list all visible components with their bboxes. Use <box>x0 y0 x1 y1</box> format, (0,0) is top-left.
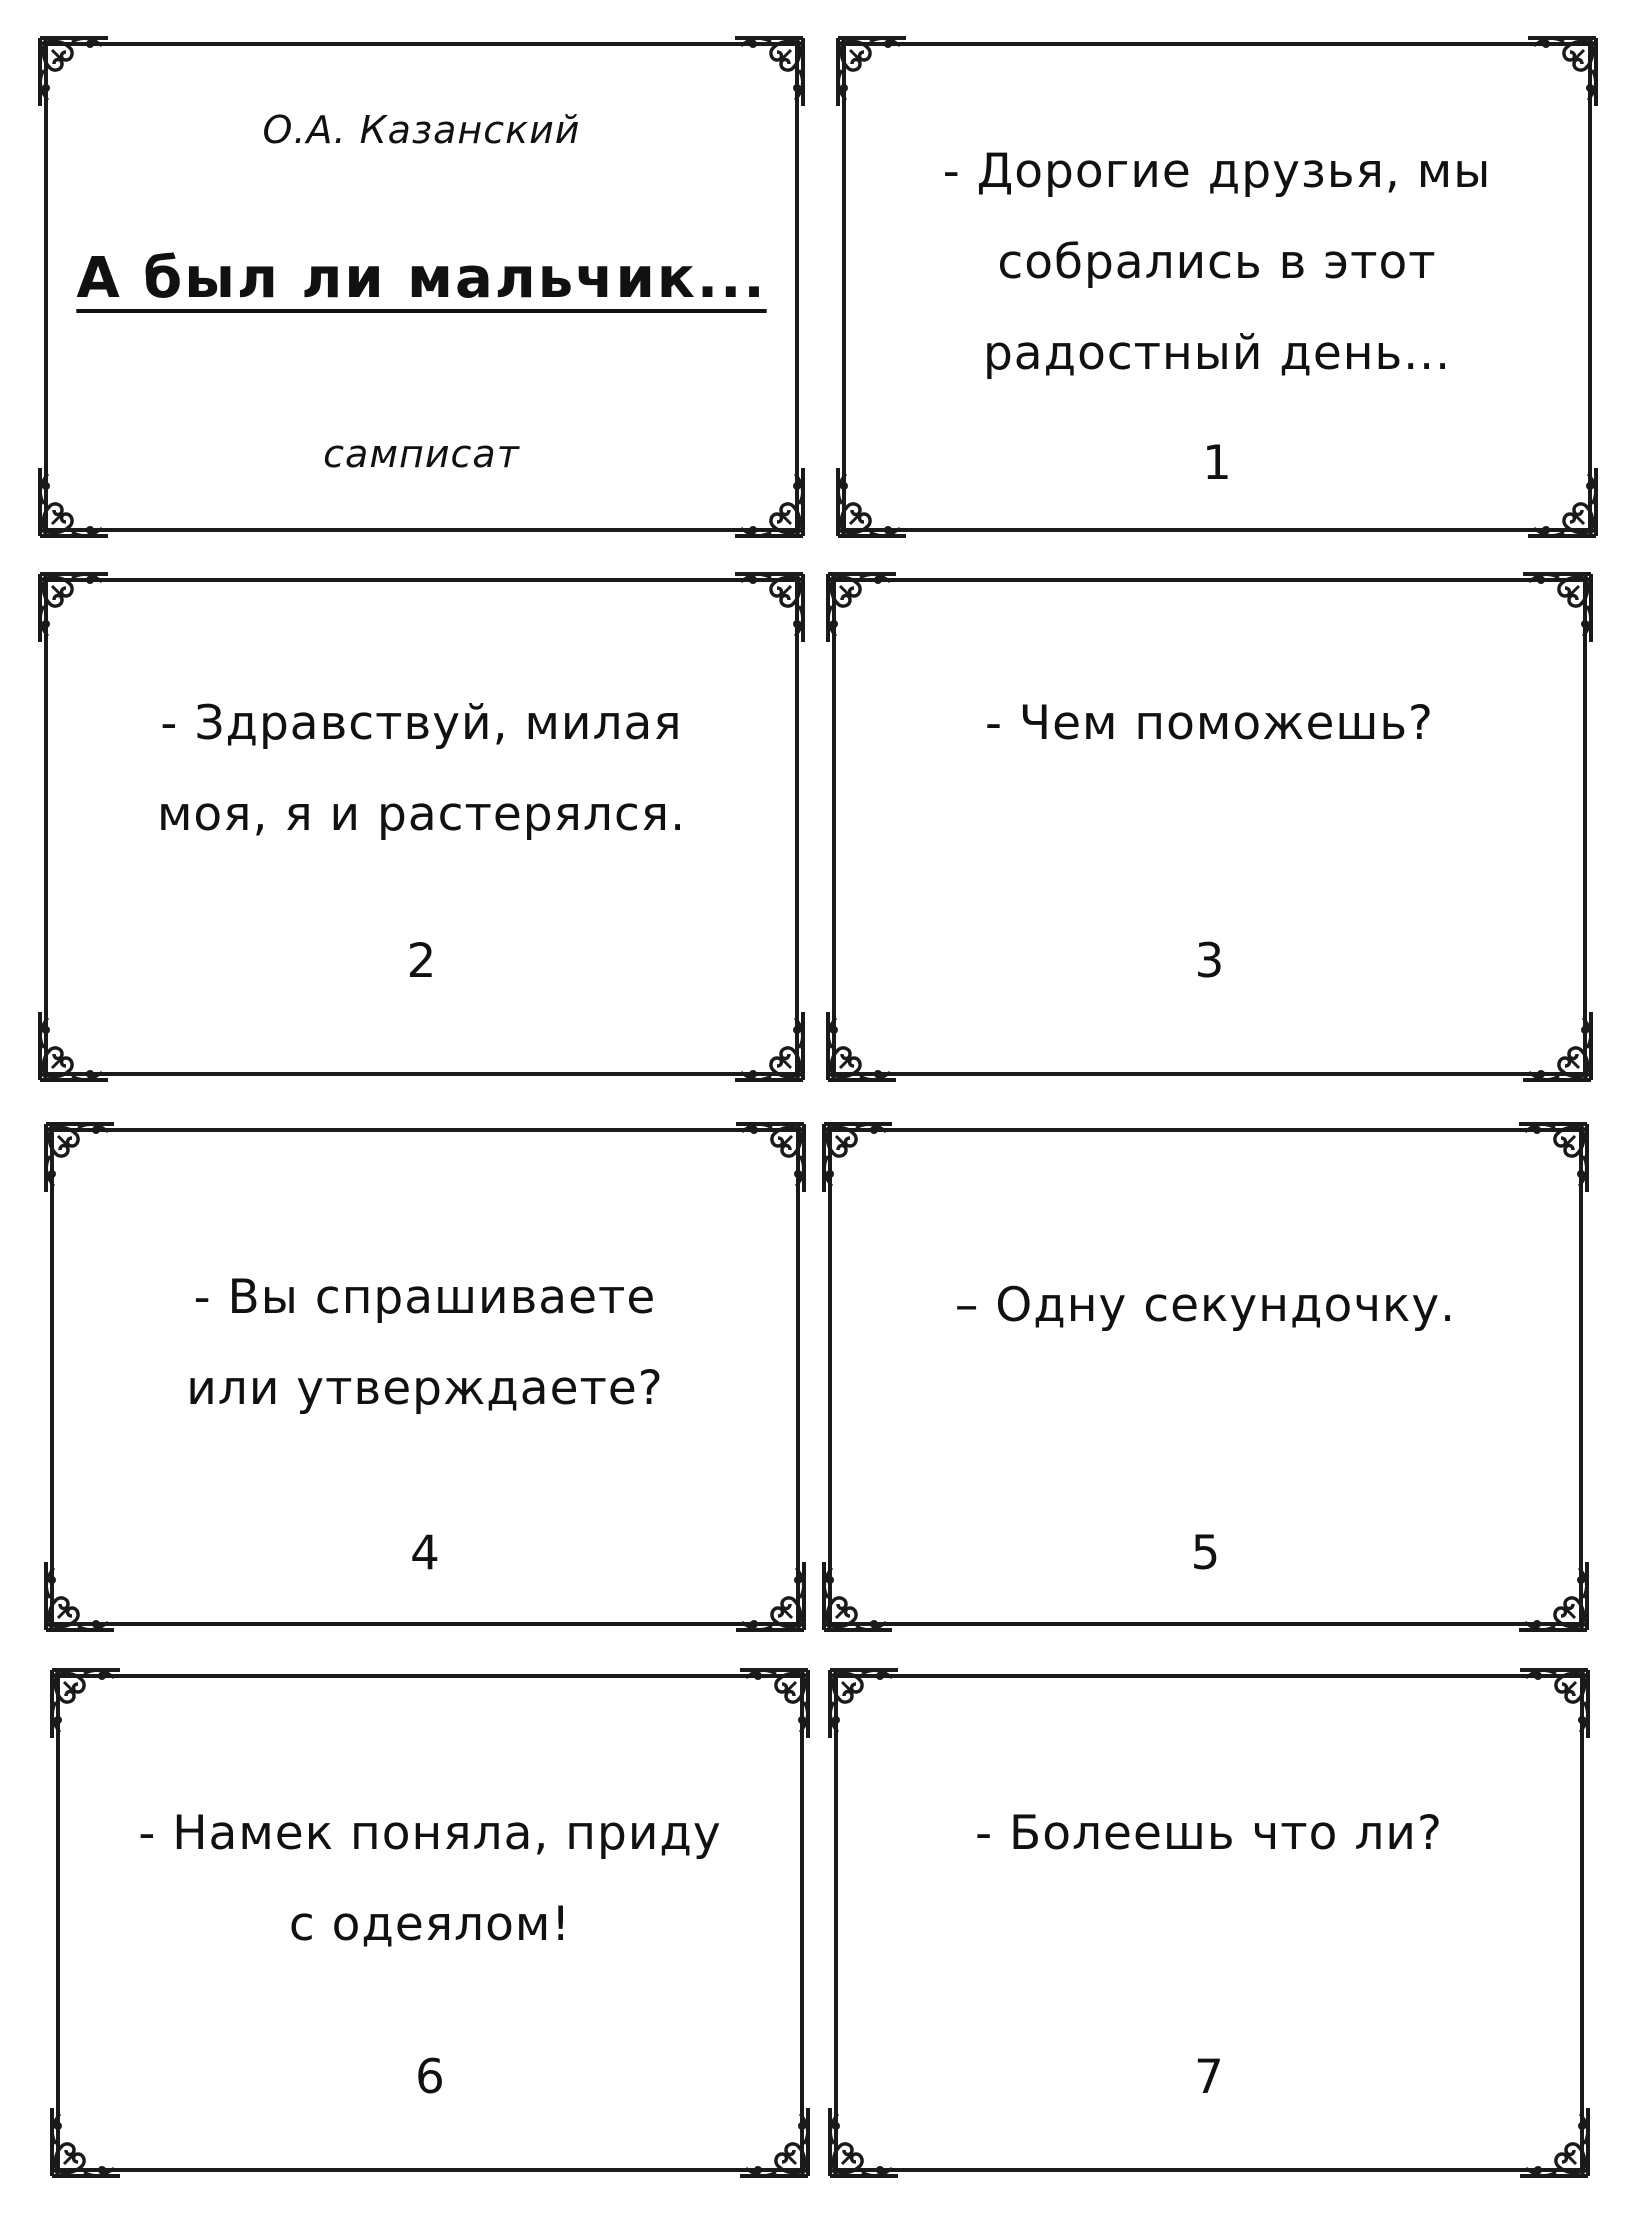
ornament-corner-icon <box>38 1116 122 1200</box>
card-phrase: - Вы спрашиваете или утверждаете? <box>186 1270 664 1416</box>
card-phrase: – Одну секундочку. <box>954 1278 1457 1333</box>
card-number: 6 <box>415 2050 445 2105</box>
ornament-corner-icon <box>1520 30 1604 114</box>
card-phrase: - Здравствуй, милая моя, я и растерялся. <box>156 696 687 842</box>
card-number: 2 <box>406 934 437 989</box>
phrase-card-2 <box>44 578 799 1076</box>
phrase-card-6 <box>56 1674 804 2172</box>
ornament-corner-icon <box>728 1116 812 1200</box>
card-phrase: - Намек поняла, приду с одеялом! <box>138 1806 722 1952</box>
phrase-card-5 <box>828 1128 1583 1626</box>
ornament-corner-icon <box>727 566 811 650</box>
ornament-corner-icon <box>44 1662 128 1746</box>
phrase-card-1 <box>842 42 1592 532</box>
ornament-corner-icon <box>830 30 914 114</box>
author-name: О.А. Казанский <box>262 108 581 152</box>
ornament-corner-icon <box>44 2100 128 2184</box>
ornament-corner-icon <box>1511 1116 1595 1200</box>
phrase-card-3 <box>832 578 1587 1076</box>
ornament-corner-icon <box>32 1004 116 1088</box>
ornament-corner-icon <box>732 2100 816 2184</box>
card-number: 4 <box>410 1526 440 1581</box>
ornament-corner-icon <box>822 2100 906 2184</box>
ornament-corner-icon <box>1512 1662 1596 1746</box>
ornament-corner-icon <box>816 1116 900 1200</box>
card-number: 7 <box>1194 2050 1224 2105</box>
ornament-corner-icon <box>727 30 811 114</box>
card-number: 3 <box>1194 934 1225 989</box>
ornament-corner-icon <box>1515 1004 1599 1088</box>
phrase-card-7 <box>834 1674 1584 2172</box>
ornament-corner-icon <box>822 1662 906 1746</box>
title-card <box>44 42 799 532</box>
card-phrase: - Болеешь что ли? <box>975 1806 1443 1861</box>
ornament-corner-icon <box>820 1004 904 1088</box>
publisher-name: самписат <box>323 432 520 476</box>
card-number: 5 <box>1190 1526 1221 1581</box>
story-title: А был ли мальчик... <box>76 246 767 311</box>
phrase-card-4 <box>50 1128 800 1626</box>
ornament-corner-icon <box>1515 566 1599 650</box>
ornament-corner-icon <box>32 30 116 114</box>
ornament-corner-icon <box>32 566 116 650</box>
ornament-corner-icon <box>1512 2100 1596 2184</box>
ornament-corner-icon <box>727 1004 811 1088</box>
ornament-corner-icon <box>732 1662 816 1746</box>
card-phrase: - Дорогие друзья, мы собрались в этот радостный день... <box>942 144 1492 381</box>
ornament-corner-icon <box>820 566 904 650</box>
card-phrase: - Чем поможешь? <box>984 696 1435 751</box>
card-number: 1 <box>1202 436 1232 491</box>
